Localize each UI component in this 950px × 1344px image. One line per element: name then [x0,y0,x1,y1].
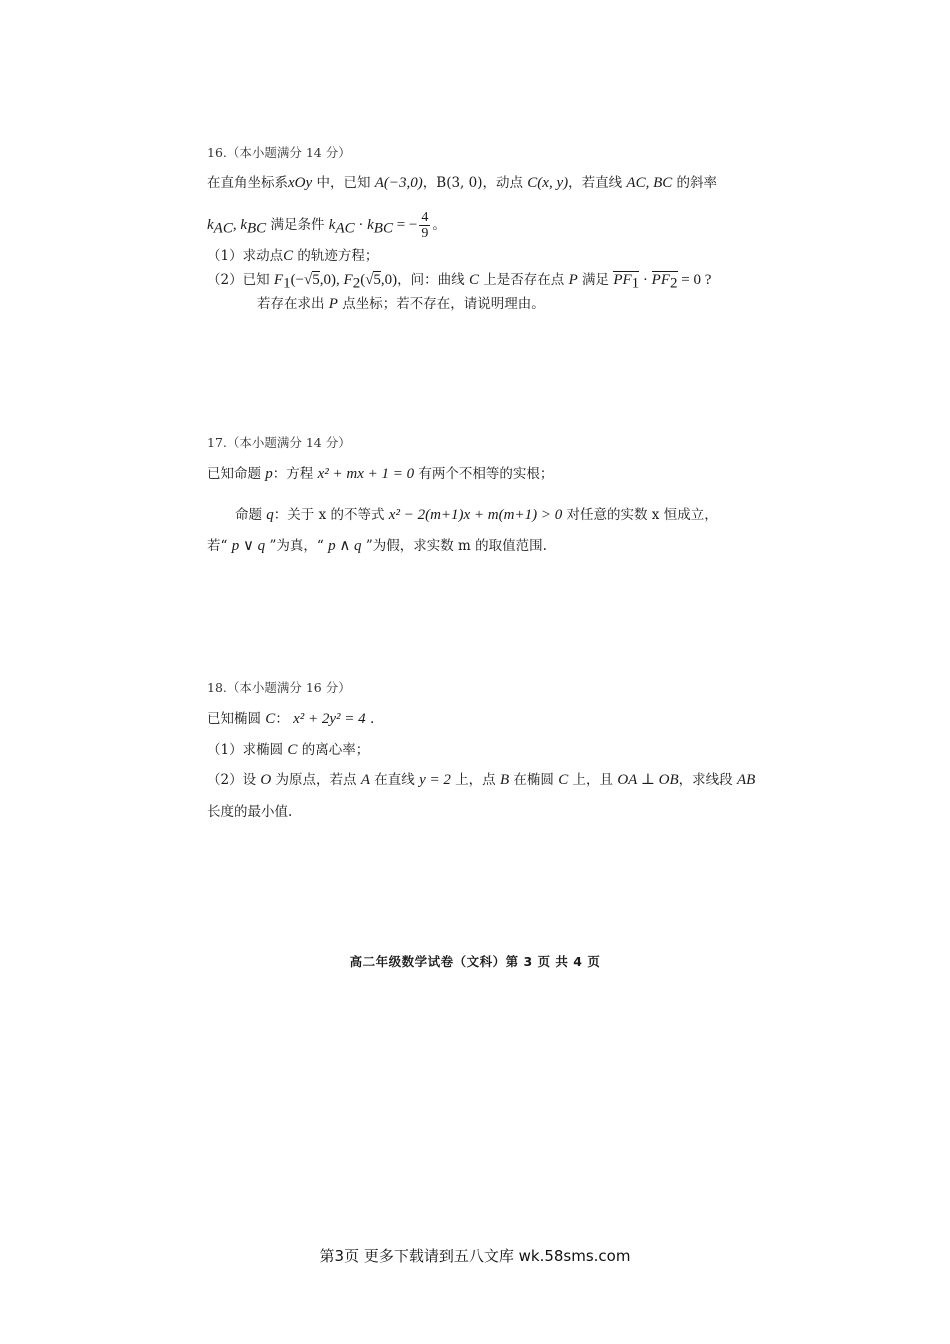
q16-line-2: $k_{AC}$, $k_{BC}$ 满足条件 $k_{AC} \cdot k_{BC}$ = − $\frac{4}{9}$ 。 [207,210,446,241]
q17-line-2: 命题 q：关于 x 的不等式 x² − 2(m+1)x + m(m+1) > 0 对任意的实数 x 恒成立， [235,507,718,523]
exam-page-footer: 高二年级数学试卷（文科）第 3 页 共 4 页 [349,954,601,969]
q16-header: 16.（本小题满分 14 分） [207,145,351,160]
q17-line-1: 已知命题 p：方程 x² + mx + 1 = 0 有两个不相等的实根； [207,466,554,482]
q17-line-3: 若“ p ∨ q ”为真，“ p ∧ q ”为假，求实数 m 的取值范围. [207,538,547,554]
q16-line-3: （1）求动点C 的轨迹方程； [207,248,379,264]
q18-header: 18.（本小题满分 16 分） [207,680,351,695]
q17-header: 17.（本小题满分 14 分） [207,435,351,450]
q16-line-4: （2）已知 $F_1(-√5,0)$, $F_2(√5,0)$，问：曲线 C 上是否存在点 P 满足 $PF_1 \cdot PF_2 = 0$ ? [207,272,712,292]
site-page-footer: 第3页 更多下载请到五八文库 wk.58sms.com [319,1247,631,1265]
q16-line-5: 若存在求出 P 点坐标；若不存在，请说明理由。 [257,296,545,312]
q16-line-1: 在直角坐标系xOy 中，已知 A(−3,0)，B(3, 0)，动点 C(x, y)，若直线 AC, BC 的斜率 [207,175,718,191]
q18-line-2: （1）求椭圆 C 的离心率； [207,742,370,758]
q18-line-1: 已知椭圆 C： x² + 2y² = 4 . [207,711,375,727]
fraction-4-9: $\frac{4}{9}$ [421,210,429,241]
q18-line-3: （2）设 O 为原点，若点 A 在直线 y = 2 上，点 B 在椭圆 C 上，且 OA ⊥ OB，求线段 AB [207,772,756,788]
q18-line-4: 长度的最小值. [207,804,293,820]
